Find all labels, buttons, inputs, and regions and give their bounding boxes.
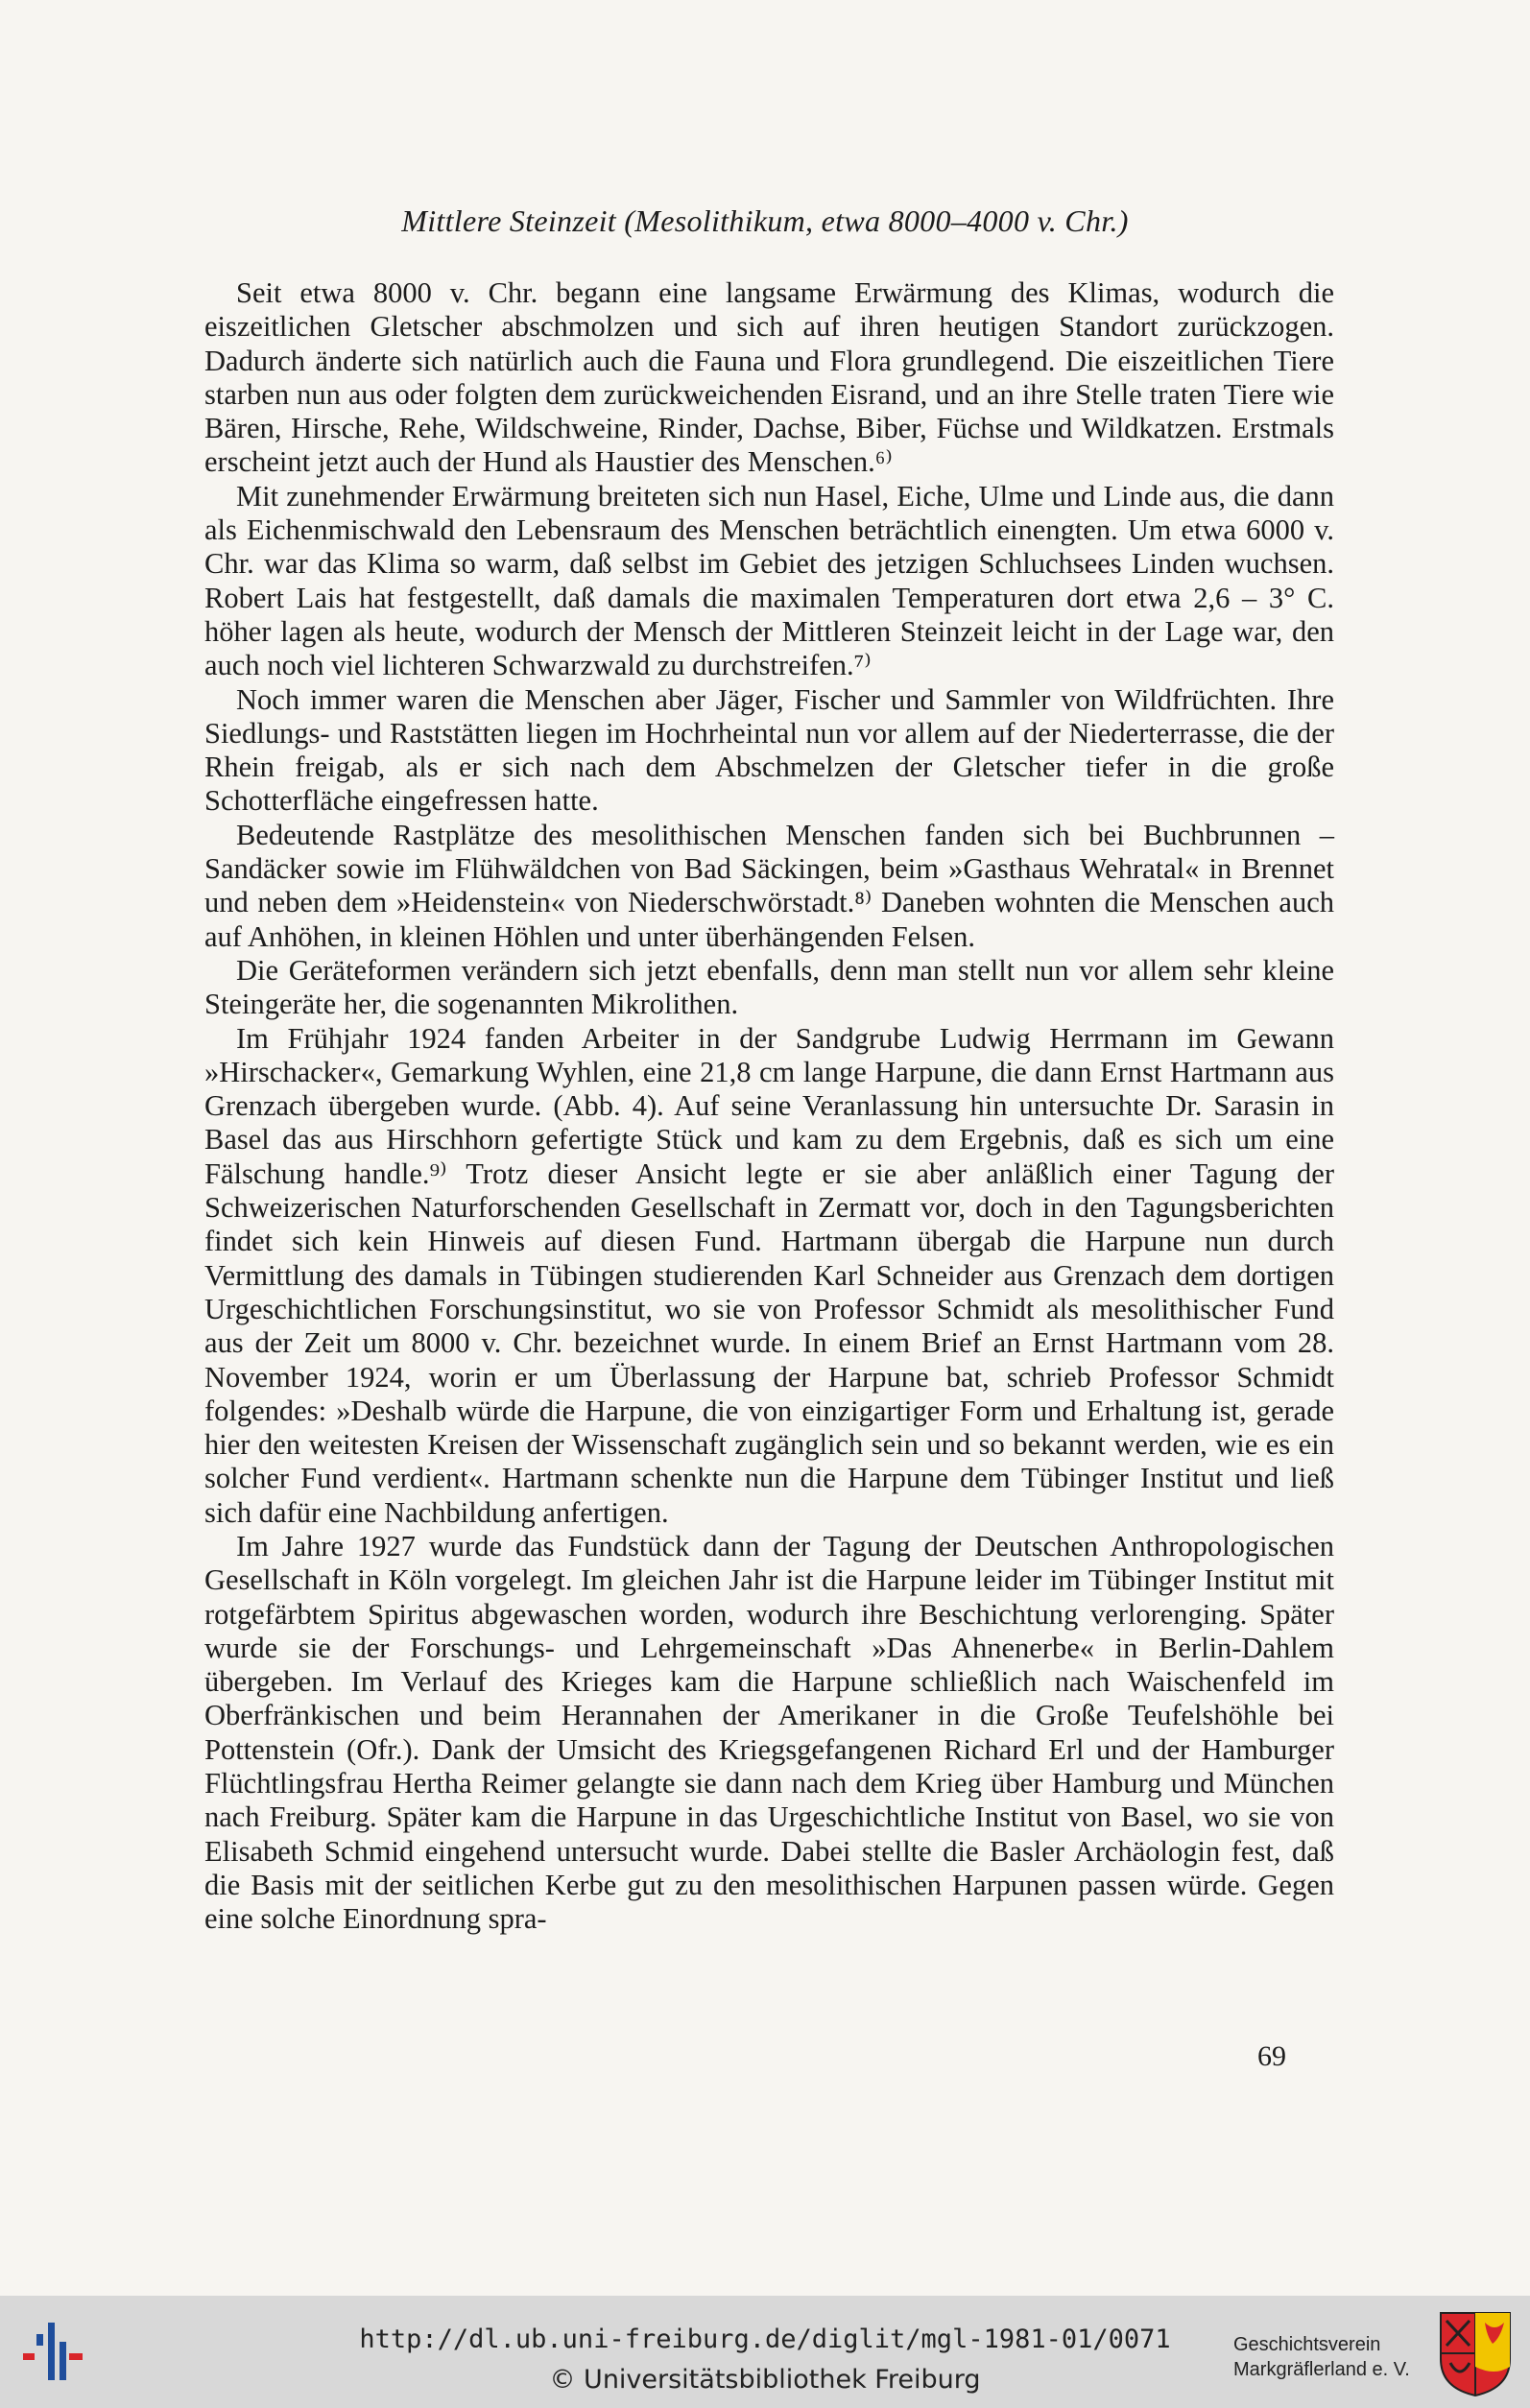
body-text — [204, 276, 1334, 1937]
paragraph: Die Geräteformen verändern sich jetzt ebenfalls, denn man stellt nun vor allem sehr kleine Steingeräte her, die sogenannten Mikrolithen. — [204, 953, 1334, 1021]
coat-of-arms-icon[interactable] — [1437, 2309, 1514, 2397]
paragraph: Im Frühjahr 1924 fanden Arbeiter in der Sandgrube Ludwig Herrmann im Gewann »Hirschacker«, Gemarkung Wyhlen, eine 21,8 cm lange Harpune, die dann Ernst Hartmann aus Grenzach übergeben wurde. (Abb. 4). Auf seine Veranlassung hin untersuchte Dr. Sarasin in Basel das aus Hirschhorn gefertigte Stück und kam zu dem Ergebnis, daß es sich um eine Fälschung handle.⁹⁾ Trotz dieser Ansicht legte er sie aber anläßlich einer Tagung der Schweizerischen Naturforschenden Gesellschaft in Zermatt vor, doch in den Tagungsberichten findet sich kein Hinweis auf diesen Fund. Hartmann übergab die Harpune nun durch Vermittlung des damals in Tübingen studierenden Karl Schneider aus Grenzach dem dortigen Urgeschichtlichen Forschungsinstitut, wo sie von Professor Schmidt als mesolithischer Fund aus der Zeit um 8000 v. Chr. bezeichnet wurde. In einem Brief an Ernst Hartmann vom 28. November 1924, worin er um Überlassung der Harpune bat, schrieb Professor Schmidt folgendes: »Deshalb würde die Harpune, die von einzigartiger Form und Erhaltung ist, gerade hier den weitesten Kreisen der Wissenschaft zugänglich sein und so bekannt werden, wie es ein solcher Fund verdient«. Hartmann schenkte nun die Harpune dem Tübinger Institut und ließ sich dafür eine Nachbildung anfertigen. — [204, 1021, 1334, 1529]
paragraph: Bedeutende Rastplätze des mesolithischen Menschen fanden sich bei Buchbrunnen – Sandäcker sowie im Flühwäldchen von Bad Säckingen, beim »Gasthaus Wehratal« in Brennet und neben dem »Heidenstein« von Niederschwörstadt.⁸⁾ Daneben wohnten die Menschen auch auf Anhöhen, in kleinen Höhlen und unter überhängenden Felsen. — [204, 818, 1334, 953]
paragraph: Noch immer waren die Menschen aber Jäger, Fischer und Sammler von Wildfrüchten. Ihre Siedlungs- und Raststätten liegen im Hochrheintal nun vor allem auf der Niederterrasse, die der Rhein freigab, als er sich nach dem Abschmelzen der Gletscher tiefer in die große Schotterfläche eingefressen hatte. — [204, 682, 1334, 818]
footer-url-link[interactable]: http://dl.ub.uni-freiburg.de/diglit/mgl-1981-01/0071 — [359, 2325, 1171, 2354]
footer-copyright: © Universitätsbibliothek Freiburg — [549, 2365, 981, 2395]
running-header: Mittlere Steinzeit (Mesolithikum, etwa 8000–4000 v. Chr.) — [401, 203, 1129, 238]
paragraph: Im Jahre 1927 wurde das Fundstück dann der Tagung der Deutschen Anthropologischen Gesellschaft in Köln vorgelegt. Im gleichen Jahr ist die Harpune leider im Tübinger Institut mit rotgefärbtem Spiritus abgewaschen worden, wodurch ihre Beschichtung verlorenging. Später wurde sie der Forschungs- und Lehrgemeinschaft »Das Ahnenerbe« in Berlin-Dahlem übergeben. Im Verlauf des Krieges kam die Harpune schließlich nach Waischenfeld im Oberfränkischen und beim Herannahen der Amerikaner in die Große Teufelshöhle bei Pottenstein (Ofr.). Dank der Umsicht des Kriegsgefangenen Richard Erl und der Hamburger Flüchtlingsfrau Hertha Reimer gelangte sie dann nach dem Krieg über Hamburg und München nach Freiburg. Später kam die Harpune in das Urgeschichtliche Institut von Basel, wo sie von Elisabeth Schmid eingehend untersucht wurde. Dabei stellte die Basler Archäologin fest, daß die Basis mit der seitlichen Kerbe gut zu den mesolithischen Harpunen passen würde. Gegen eine solche Einordnung spra- — [204, 1529, 1334, 1936]
org-name-line1: Geschichtsverein — [1233, 2334, 1381, 2355]
footer-bar — [0, 2296, 1530, 2408]
paragraph: Seit etwa 8000 v. Chr. begann eine langsame Erwärmung des Klimas, wodurch die eiszeitlichen Gletscher abschmolzen und sich auf ihren heutigen Standort zurückzogen. Dadurch änderte sich natürlich auch die Fauna und Flora grundlegend. Die eiszeitlichen Tiere starben nun aus oder folgten dem zurückweichenden Eisrand, und an ihre Stelle traten Tiere wie Bären, Hirsche, Rehe, Wildschweine, Rinder, Dachse, Biber, Füchse und Wildkatzen. Erstmals erscheint jetzt auch der Hund als Haustier des Menschen.⁶⁾ — [204, 276, 1334, 479]
footer-org-name — [1233, 2332, 1416, 2382]
page-number: 69 — [1257, 2040, 1286, 2072]
paragraph: Mit zunehmender Erwärmung breiteten sich nun Hasel, Eiche, Ulme und Linde aus, die dann als Eichenmischwald den Lebensraum des Menschen beträchtlich einengten. Um etwa 6000 v. Chr. war das Klima so warm, daß selbst im Gebiet des jetzigen Schluchsees Linden wuchsen. Robert Lais hat festgestellt, daß damals die maximalen Temperaturen dort etwa 2,6 – 3° C. höher lagen als heute, wodurch der Mensch der Mittleren Steinzeit leicht in der Lage war, den auch noch viel lichteren Schwarzwald zu durchstreifen.⁷⁾ — [204, 479, 1334, 682]
org-name-line2: Markgräflerland e. V. — [1233, 2359, 1410, 2380]
